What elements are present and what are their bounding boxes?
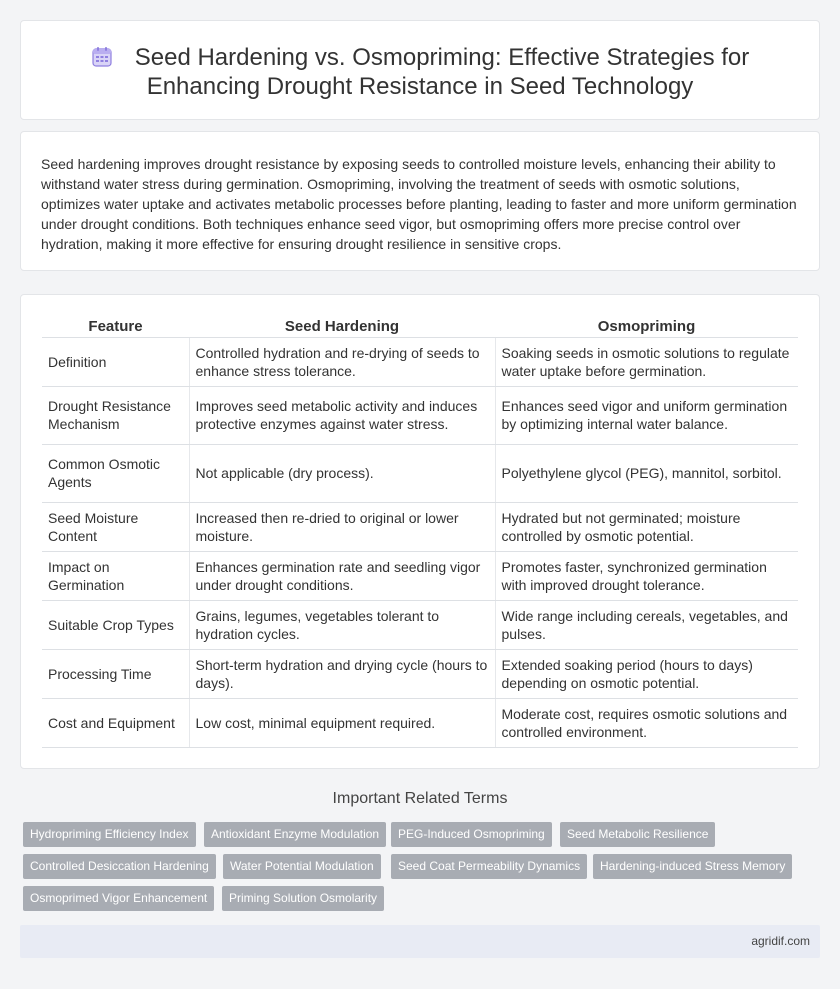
feature-cell: Cost and Equipment xyxy=(42,698,189,747)
footer-site-link[interactable]: agridif.com xyxy=(751,934,810,948)
osmopriming-cell: Wide range including cereals, vegetables, and pulses. xyxy=(495,600,798,649)
related-term-tag[interactable]: Antioxidant Enzyme Modulation xyxy=(204,822,386,847)
feature-cell: Processing Time xyxy=(42,649,189,698)
feature-cell: Impact on Germination xyxy=(42,551,189,600)
seed-hardening-cell: Low cost, minimal equipment required. xyxy=(189,698,495,747)
related-term-tag[interactable]: Osmoprimed Vigor Enhancement xyxy=(23,886,214,911)
seed-hardening-cell: Short-term hydration and drying cycle (hours to days). xyxy=(189,649,495,698)
seed-hardening-cell: Increased then re-dried to original or lower moisture. xyxy=(189,502,495,551)
intro-card xyxy=(20,131,820,271)
table-row xyxy=(42,502,798,551)
title-card xyxy=(20,20,820,120)
related-term-tag[interactable]: Hydropriming Efficiency Index xyxy=(23,822,196,847)
seed-hardening-cell: Improves seed metabolic activity and induces protective enzymes against water stress. xyxy=(189,386,495,444)
table-row xyxy=(42,649,798,698)
table-row xyxy=(42,386,798,444)
osmopriming-cell: Enhances seed vigor and uniform germination by optimizing internal water balance. xyxy=(495,386,798,444)
title-line-2: Enhancing Drought Resistance in Seed Technology xyxy=(146,73,694,100)
seed-hardening-cell: Grains, legumes, vegetables tolerant to hydration cycles. xyxy=(189,600,495,649)
page-title xyxy=(21,43,819,101)
related-term-tag[interactable]: Hardening-induced Stress Memory xyxy=(593,854,792,879)
table-row xyxy=(42,337,798,386)
header-feature: Feature xyxy=(42,315,189,337)
header-seed-hardening: Seed Hardening xyxy=(189,315,495,337)
feature-cell: Suitable Crop Types xyxy=(42,600,189,649)
comparison-table xyxy=(42,315,798,748)
related-terms-heading: Important Related Terms xyxy=(332,790,508,807)
table-row xyxy=(42,551,798,600)
seed-hardening-cell: Enhances germination rate and seedling vigor under drought conditions. xyxy=(189,551,495,600)
table-header-row xyxy=(42,315,798,337)
header-osmopriming: Osmopriming xyxy=(495,315,798,337)
related-term-tag[interactable]: Controlled Desiccation Hardening xyxy=(23,854,216,879)
related-term-tag[interactable]: Seed Coat Permeability Dynamics xyxy=(391,854,587,879)
page-title-text xyxy=(21,43,819,101)
feature-cell: Drought Resistance Mechanism xyxy=(42,386,189,444)
intro-paragraph: Seed hardening improves drought resistance by exposing seeds to controlled moisture levels, enhancing their ability to withstand water stress during germination. Osmopriming, involving the treatment of seeds with osmotic solutions, optimizes water uptake and activates metabolic processes before planting, leading to faster and more uniform germination under drought conditions. Both techniques enhance seed vigor, but osmopriming offers more precise control over hydration, making it more effective for ensuring drought resilience in sensitive crops. xyxy=(41,156,797,252)
related-term-tag[interactable]: PEG-Induced Osmopriming xyxy=(391,822,552,847)
osmopriming-cell: Hydrated but not germinated; moisture controlled by osmotic potential. xyxy=(495,502,798,551)
osmopriming-cell: Promotes faster, synchronized germination with improved drought tolerance. xyxy=(495,551,798,600)
table-row xyxy=(42,600,798,649)
table-row xyxy=(42,698,798,747)
related-term-tag[interactable]: Seed Metabolic Resilience xyxy=(560,822,715,847)
osmopriming-cell: Extended soaking period (hours to days) depending on osmotic potential. xyxy=(495,649,798,698)
osmopriming-cell: Moderate cost, requires osmotic solutions and controlled environment. xyxy=(495,698,798,747)
feature-cell: Seed Moisture Content xyxy=(42,502,189,551)
osmopriming-cell: Soaking seeds in osmotic solutions to regulate water uptake before germination. xyxy=(495,337,798,386)
osmopriming-cell: Polyethylene glycol (PEG), mannitol, sorbitol. xyxy=(495,444,798,502)
related-term-tag[interactable]: Priming Solution Osmolarity xyxy=(222,886,384,911)
table-row xyxy=(42,444,798,502)
related-term-tag[interactable]: Water Potential Modulation xyxy=(223,854,381,879)
title-line-1: Seed Hardening vs. Osmopriming: Effective Strategies for xyxy=(134,44,750,71)
seed-hardening-cell: Controlled hydration and re-drying of seeds to enhance stress tolerance. xyxy=(189,337,495,386)
seed-hardening-cell: Not applicable (dry process). xyxy=(189,444,495,502)
comparison-table-card xyxy=(20,294,820,769)
footer xyxy=(20,925,820,958)
feature-cell: Definition xyxy=(42,337,189,386)
feature-cell: Common Osmotic Agents xyxy=(42,444,189,502)
calendar-icon xyxy=(91,46,113,68)
